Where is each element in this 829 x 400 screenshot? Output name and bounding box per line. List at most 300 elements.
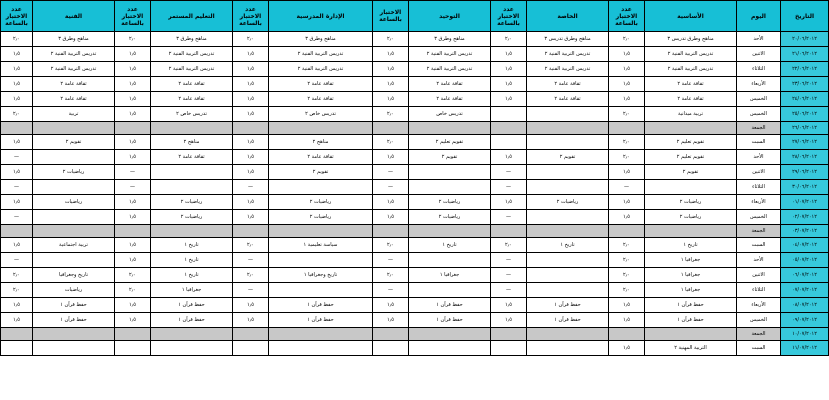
date-cell: ٢٨/٠٦/٢٠١٢ — [781, 150, 829, 165]
table-cell: رياضيات ٢ — [269, 210, 373, 225]
table-cell: تاريخ وجغرافيا — [33, 268, 115, 283]
table-cell: ١٫٥ — [1, 135, 33, 150]
table-cell: ١٫٥ — [115, 195, 151, 210]
table-cell — [609, 328, 645, 341]
day-cell: الاثنين — [737, 165, 781, 180]
table-cell: — — [491, 283, 527, 298]
table-cell — [115, 341, 151, 356]
table-cell: رياضيات ٢ — [645, 195, 737, 210]
column-header: التوحيد — [409, 1, 491, 32]
table-cell: — — [1, 150, 33, 165]
table-cell: تدريس التربية الفنية ٢ — [151, 47, 233, 62]
table-cell: ١٫٥ — [233, 165, 269, 180]
table-cell — [269, 180, 373, 195]
date-cell: ٢٢/٠٦/٢٠١٢ — [781, 62, 829, 77]
table-cell — [33, 122, 115, 135]
table-row — [1, 298, 829, 313]
table-cell: ١٫٥ — [233, 150, 269, 165]
table-cell: تربية — [33, 107, 115, 122]
table-cell — [269, 283, 373, 298]
table-cell: ١٫٥ — [1, 298, 33, 313]
table-cell: ١٫٥ — [609, 62, 645, 77]
table-cell: — — [233, 180, 269, 195]
table-cell — [373, 225, 409, 238]
table-cell — [233, 122, 269, 135]
table-cell: ١٫٥ — [373, 77, 409, 92]
day-cell: الأحد — [737, 32, 781, 47]
table-cell: ٢٫٠ — [609, 107, 645, 122]
table-cell — [609, 225, 645, 238]
table-cell: ١٫٥ — [609, 92, 645, 107]
table-cell: تدريس خاص ٢ — [269, 107, 373, 122]
table-cell: ١٫٥ — [491, 92, 527, 107]
table-cell — [491, 341, 527, 356]
table-cell: ١٫٥ — [115, 253, 151, 268]
table-cell: — — [491, 210, 527, 225]
table-cell — [233, 225, 269, 238]
table-row — [1, 313, 829, 328]
table-cell: ١٫٥ — [115, 313, 151, 328]
table-cell: ١٫٥ — [233, 47, 269, 62]
table-cell: — — [1, 253, 33, 268]
table-cell: تاريخ وجغرافيا ١ — [269, 268, 373, 283]
table-cell: جغرافيا ١ — [645, 253, 737, 268]
day-cell: الثلاثاء — [737, 283, 781, 298]
table-cell: مناهج وطرق ٣ — [269, 32, 373, 47]
table-cell: ١٫٥ — [373, 313, 409, 328]
date-cell: ٠٤/٠٧/٢٠١٢ — [781, 238, 829, 253]
table-row — [1, 32, 829, 47]
column-header: الإدارة المدرسية — [269, 1, 373, 32]
table-cell — [1, 122, 33, 135]
table-cell: حفظ قرآن ١ — [527, 298, 609, 313]
table-cell — [33, 341, 115, 356]
table-cell: رياضيات — [33, 283, 115, 298]
table-cell: تدريس التربية الفنية ٢ — [33, 62, 115, 77]
day-cell: السبت — [737, 238, 781, 253]
table-cell: ٢٫٠ — [609, 150, 645, 165]
table-cell: ١٫٥ — [1, 238, 33, 253]
table-cell: ثقافة عامة ٢ — [645, 77, 737, 92]
table-cell — [645, 180, 737, 195]
table-cell — [527, 225, 609, 238]
table-cell — [151, 165, 233, 180]
table-row — [1, 135, 829, 150]
table-cell: تاريخ ١ — [527, 238, 609, 253]
date-cell: ١١/٠٧/٢٠١٢ — [781, 341, 829, 356]
table-cell: ثقافة عامة ٢ — [527, 92, 609, 107]
table-cell: — — [115, 180, 151, 195]
table-cell — [527, 210, 609, 225]
table-cell: — — [1, 210, 33, 225]
table-cell: تدريس التربية الفنية ٢ — [527, 47, 609, 62]
table-cell: — — [1, 180, 33, 195]
table-cell: ١٫٥ — [233, 107, 269, 122]
table-cell: تاريخ ١ — [409, 238, 491, 253]
table-cell: ١٫٥ — [115, 210, 151, 225]
day-cell: الأربعاء — [737, 195, 781, 210]
table-cell — [491, 225, 527, 238]
table-cell: ثقافة عامة ٢ — [409, 77, 491, 92]
table-cell — [1, 341, 33, 356]
day-cell: الجمعة — [737, 122, 781, 135]
table-cell: تاريخ ١ — [645, 238, 737, 253]
table-cell: تربية ميدانية — [645, 107, 737, 122]
table-cell: ٢٫٠ — [115, 283, 151, 298]
date-cell: ٠٩/٠٧/٢٠١٢ — [781, 313, 829, 328]
day-cell: الأربعاء — [737, 77, 781, 92]
separator-row — [1, 225, 829, 238]
table-cell: رياضيات ٢ — [409, 195, 491, 210]
column-header: الفنية — [33, 1, 115, 32]
date-cell: ١٠/٠٧/٢٠١٢ — [781, 328, 829, 341]
date-cell: ٢٣/٠٦/٢٠١٢ — [781, 77, 829, 92]
table-cell: ١٫٥ — [115, 107, 151, 122]
table-cell — [491, 122, 527, 135]
table-cell: ١٫٥ — [491, 77, 527, 92]
table-cell: — — [373, 253, 409, 268]
table-cell: — — [115, 165, 151, 180]
table-cell: ١٫٥ — [373, 298, 409, 313]
table-cell: ٢٫٠ — [609, 283, 645, 298]
day-cell: الخميس — [737, 210, 781, 225]
table-row — [1, 62, 829, 77]
table-cell: ١٫٥ — [115, 77, 151, 92]
table-cell: ١٫٥ — [609, 195, 645, 210]
table-cell: ٢٫٠ — [1, 32, 33, 47]
table-cell: مناهج وطرق ٣ — [151, 32, 233, 47]
table-cell: التربية المهنية ٢ — [645, 341, 737, 356]
table-row — [1, 268, 829, 283]
table-row — [1, 253, 829, 268]
table-cell: ٢٫٠ — [373, 135, 409, 150]
table-cell: ١٫٥ — [491, 195, 527, 210]
table-cell: رياضيات ٢ — [645, 210, 737, 225]
table-cell: ١٫٥ — [491, 298, 527, 313]
table-cell — [373, 328, 409, 341]
day-cell: الأربعاء — [737, 298, 781, 313]
day-cell: الأحد — [737, 150, 781, 165]
table-cell — [115, 225, 151, 238]
table-cell: تقويم تعليم ٢ — [409, 135, 491, 150]
table-row — [1, 107, 829, 122]
table-cell: تاريخ ١ — [151, 238, 233, 253]
table-cell: ١٫٥ — [491, 62, 527, 77]
table-cell: رياضيات ٢ — [151, 195, 233, 210]
table-cell — [373, 341, 409, 356]
table-cell: ١٫٥ — [373, 210, 409, 225]
table-cell: ٢٫٠ — [233, 32, 269, 47]
table-cell — [151, 341, 233, 356]
day-cell: الخميس — [737, 92, 781, 107]
table-cell — [527, 180, 609, 195]
table-cell — [1, 328, 33, 341]
table-cell: تاريخ ١ — [151, 253, 233, 268]
table-cell: ثقافة عامة ٢ — [151, 92, 233, 107]
table-cell — [1, 225, 33, 238]
table-cell — [409, 341, 491, 356]
table-cell — [491, 328, 527, 341]
table-cell: تقويم ٢ — [645, 165, 737, 180]
table-cell: ٢٫٠ — [1, 107, 33, 122]
table-cell — [33, 210, 115, 225]
table-cell: حفظ قرآن ١ — [409, 313, 491, 328]
table-cell: تقويم ٢ — [527, 150, 609, 165]
table-cell — [527, 283, 609, 298]
table-cell: تدريس التربية الفنية ٢ — [409, 62, 491, 77]
table-cell: ثقافة عامة ٢ — [269, 92, 373, 107]
table-cell — [269, 341, 373, 356]
table-cell: ١٫٥ — [233, 313, 269, 328]
date-cell: ٠٣/٠٧/٢٠١٢ — [781, 225, 829, 238]
table-cell: حفظ قرآن ١ — [151, 298, 233, 313]
date-cell: ٣٠/٠٦/٢٠١٢ — [781, 180, 829, 195]
table-cell: ٢٫٠ — [233, 268, 269, 283]
date-cell: ٢٩/٠٦/٢٠١٢ — [781, 165, 829, 180]
table-cell: ٢٫٠ — [609, 32, 645, 47]
table-cell — [527, 341, 609, 356]
table-cell: ١٫٥ — [491, 150, 527, 165]
table-cell — [115, 122, 151, 135]
table-cell: ٢٫٠ — [1, 283, 33, 298]
table-cell: جغرافيا ١ — [151, 283, 233, 298]
table-cell: حفظ قرآن ١ — [645, 298, 737, 313]
table-header-row — [1, 1, 829, 32]
table-cell: ١٫٥ — [115, 135, 151, 150]
table-cell: ١٫٥ — [491, 313, 527, 328]
table-cell: ١٫٥ — [373, 47, 409, 62]
table-cell — [409, 328, 491, 341]
table-cell: ٢٫٠ — [609, 253, 645, 268]
table-cell: ١٫٥ — [115, 62, 151, 77]
table-cell: حفظ قرآن ١ — [409, 298, 491, 313]
table-cell: ١٫٥ — [115, 238, 151, 253]
table-cell: جغرافيا ١ — [409, 268, 491, 283]
table-cell — [33, 150, 115, 165]
column-header: عدد الاختبار بالساعة — [233, 1, 269, 32]
day-cell: الثلاثاء — [737, 62, 781, 77]
table-row — [1, 77, 829, 92]
table-cell: رياضيات ٢ — [151, 210, 233, 225]
table-cell: ثقافة عامة ٢ — [527, 77, 609, 92]
table-cell: ١٫٥ — [609, 165, 645, 180]
table-cell: ١٫٥ — [1, 195, 33, 210]
table-cell: ١٫٥ — [609, 298, 645, 313]
table-cell: مناهج وطرق ٣ — [33, 32, 115, 47]
table-cell: حفظ قرآن ١ — [151, 313, 233, 328]
column-header: عدد الاختبار بالساعة — [491, 1, 527, 32]
column-header: عدد الاختبار بالساعة — [609, 1, 645, 32]
column-header: الأساسية — [645, 1, 737, 32]
table-cell: — — [373, 283, 409, 298]
table-cell: تقويم تعليم ٢ — [645, 150, 737, 165]
table-cell — [269, 225, 373, 238]
table-row — [1, 165, 829, 180]
table-cell: ثقافة عامة ٢ — [269, 150, 373, 165]
table-cell: — — [491, 268, 527, 283]
table-cell: تدريس التربية الفنية ٢ — [269, 62, 373, 77]
table-cell: ١٫٥ — [491, 47, 527, 62]
day-cell: الأحد — [737, 253, 781, 268]
table-cell: ثقافة عامة ٢ — [269, 77, 373, 92]
table-cell: حفظ قرآن ١ — [645, 313, 737, 328]
table-cell: حفظ قرآن ١ — [33, 313, 115, 328]
table-cell — [269, 122, 373, 135]
date-cell: ٢١/٠٦/٢٠١٢ — [781, 47, 829, 62]
table-cell: ١٫٥ — [233, 135, 269, 150]
table-cell: ٢٫٠ — [373, 268, 409, 283]
table-cell: ٢٫٠ — [115, 32, 151, 47]
table-cell: ثقافة عامة ٢ — [645, 92, 737, 107]
table-body — [1, 32, 829, 356]
table-cell: ١٫٥ — [1, 77, 33, 92]
table-cell — [409, 253, 491, 268]
date-cell: ٠٧/٠٧/٢٠١٢ — [781, 283, 829, 298]
date-cell: ٠٦/٠٧/٢٠١٢ — [781, 268, 829, 283]
table-row — [1, 150, 829, 165]
column-header: عدد الاختبار بالساعة — [115, 1, 151, 32]
table-cell: تقويم ٢ — [409, 150, 491, 165]
table-cell: ١٫٥ — [609, 341, 645, 356]
table-cell — [491, 107, 527, 122]
table-cell — [151, 328, 233, 341]
table-cell — [233, 328, 269, 341]
table-cell: ١٫٥ — [115, 47, 151, 62]
table-cell — [33, 328, 115, 341]
table-cell: ثقافة عامة ٢ — [33, 77, 115, 92]
table-cell: ١٫٥ — [115, 92, 151, 107]
table-cell: — — [373, 165, 409, 180]
table-cell — [151, 225, 233, 238]
table-cell: — — [491, 253, 527, 268]
column-header: التعليم المستمر — [151, 1, 233, 32]
table-cell: ١٫٥ — [233, 77, 269, 92]
table-cell: ٢٫٠ — [115, 268, 151, 283]
table-cell: ١٫٥ — [115, 298, 151, 313]
table-cell — [527, 253, 609, 268]
date-cell: ٢٥/٠٦/٢٠١٢ — [781, 107, 829, 122]
table-cell: ٢٫٠ — [373, 32, 409, 47]
column-header: الخاصة — [527, 1, 609, 32]
day-cell: الاثنين — [737, 268, 781, 283]
table-row — [1, 238, 829, 253]
table-cell: ٢٫٠ — [373, 238, 409, 253]
table-row — [1, 180, 829, 195]
date-cell: ٠٨/٠٧/٢٠١٢ — [781, 298, 829, 313]
date-cell: ٠١/٠٧/٢٠١٢ — [781, 195, 829, 210]
day-cell: الخميس — [737, 107, 781, 122]
table-cell: — — [373, 180, 409, 195]
table-cell — [527, 107, 609, 122]
table-cell: ٢٫٠ — [609, 268, 645, 283]
table-cell: مناهج وطرق تدريس ٣ — [527, 32, 609, 47]
table-cell: ٢٫٠ — [233, 238, 269, 253]
table-cell: ٢٫٠ — [609, 135, 645, 150]
table-cell: ١٫٥ — [233, 210, 269, 225]
table-cell — [609, 122, 645, 135]
table-cell: تدريس التربية الفنية ٢ — [33, 47, 115, 62]
table-cell: ١٫٥ — [373, 62, 409, 77]
table-cell: — — [233, 253, 269, 268]
table-cell: جغرافيا ١ — [645, 268, 737, 283]
table-cell: ١٫٥ — [115, 150, 151, 165]
column-header: التاريخ — [781, 1, 829, 32]
table-cell — [233, 341, 269, 356]
separator-row — [1, 328, 829, 341]
table-cell: مناهج وطرق تدريس ٣ — [645, 32, 737, 47]
table-row — [1, 195, 829, 210]
table-cell: ١٫٥ — [1, 313, 33, 328]
table-cell: جغرافيا ١ — [645, 283, 737, 298]
table-row — [1, 47, 829, 62]
table-cell: — — [609, 180, 645, 195]
table-cell: ١٫٥ — [609, 313, 645, 328]
table-row — [1, 210, 829, 225]
table-cell: ١٫٥ — [233, 298, 269, 313]
table-cell — [491, 135, 527, 150]
table-cell — [409, 180, 491, 195]
table-row — [1, 92, 829, 107]
table-row — [1, 283, 829, 298]
table-cell: ١٫٥ — [1, 92, 33, 107]
date-cell: ٠٢/٠٧/٢٠١٢ — [781, 210, 829, 225]
table-cell — [527, 135, 609, 150]
table-cell — [151, 122, 233, 135]
table-cell: مناهج وطرق ٣ — [409, 32, 491, 47]
table-cell: مناهج ٢ — [269, 135, 373, 150]
table-cell: مناهج ٢ — [151, 135, 233, 150]
table-cell: حفظ قرآن ١ — [269, 313, 373, 328]
table-cell — [373, 122, 409, 135]
table-cell: تدريس خاص — [409, 107, 491, 122]
table-cell: ١٫٥ — [609, 47, 645, 62]
separator-row — [1, 122, 829, 135]
table-cell: ١٫٥ — [233, 62, 269, 77]
table-cell: رياضيات ٢ — [33, 165, 115, 180]
table-cell — [527, 328, 609, 341]
day-cell: السبت — [737, 135, 781, 150]
table-cell: ١٫٥ — [373, 150, 409, 165]
table-row — [1, 341, 829, 356]
table-cell: رياضيات — [33, 195, 115, 210]
column-header: عدد الاختبار بالساعة — [1, 1, 33, 32]
table-cell: ثقافة عامة ٢ — [151, 150, 233, 165]
day-cell: الاثنين — [737, 47, 781, 62]
table-cell — [409, 122, 491, 135]
table-cell: — — [491, 165, 527, 180]
column-header: اليوم — [737, 1, 781, 32]
table-cell — [33, 180, 115, 195]
table-cell: تقويم تعليم ٢ — [645, 135, 737, 150]
table-cell — [409, 225, 491, 238]
date-cell: ٢٧/٠٦/٢٠١٢ — [781, 135, 829, 150]
day-cell: السبت — [737, 341, 781, 356]
table-cell — [269, 328, 373, 341]
table-cell — [33, 225, 115, 238]
day-cell: الجمعة — [737, 225, 781, 238]
table-cell — [645, 328, 737, 341]
table-cell: تدريس التربية الفنية ٢ — [151, 62, 233, 77]
table-cell: سياسة تعليمية ١ — [269, 238, 373, 253]
table-cell — [269, 253, 373, 268]
table-cell: ١٫٥ — [373, 195, 409, 210]
day-cell: الثلاثاء — [737, 180, 781, 195]
table-cell: ثقافة عامة ٢ — [33, 92, 115, 107]
table-cell — [645, 122, 737, 135]
date-cell: ٠٥/٠٧/٢٠١٢ — [781, 253, 829, 268]
table-cell: تدريس خاص ٢ — [151, 107, 233, 122]
table-cell: رياضيات ٢ — [409, 210, 491, 225]
